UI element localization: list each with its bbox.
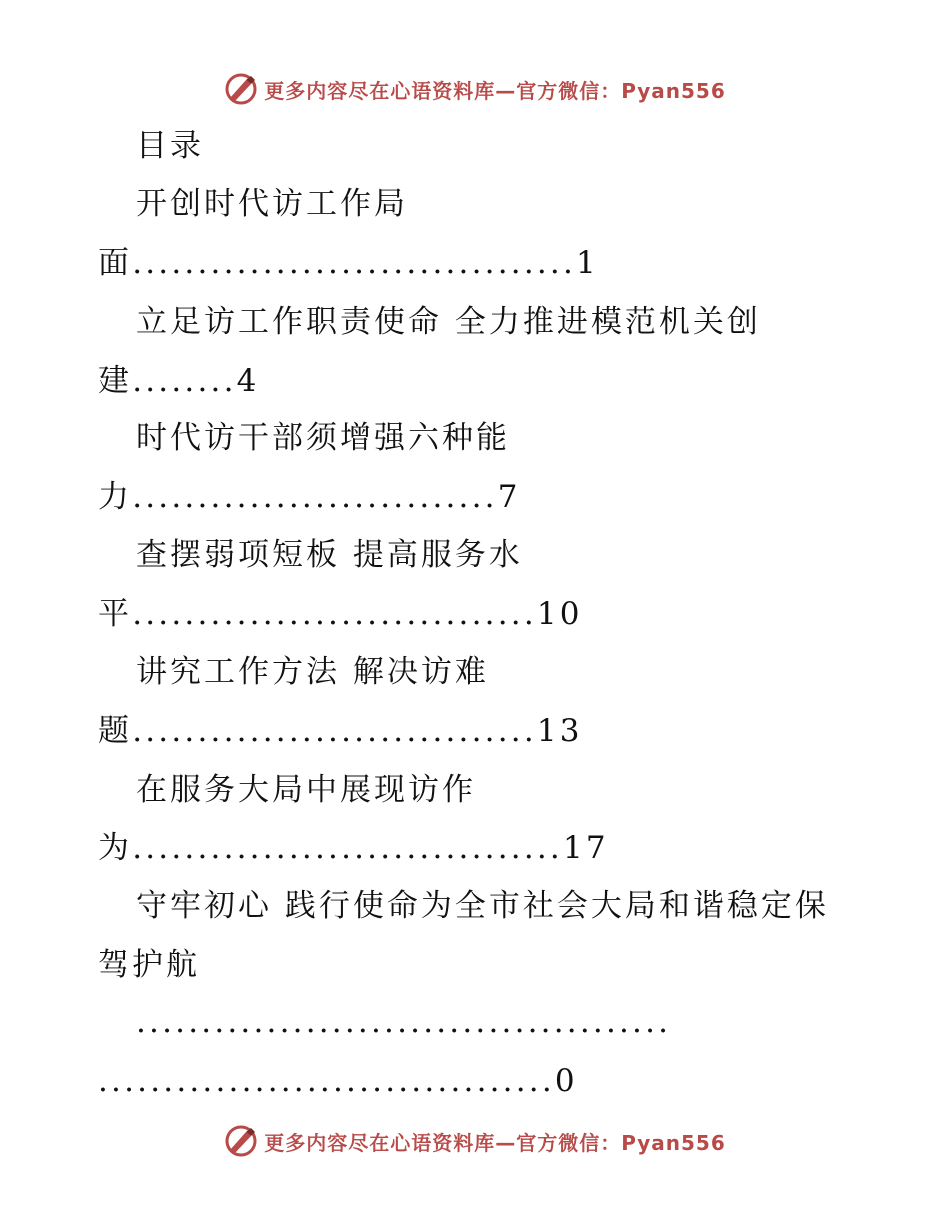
toc-entry-5-page: 题...............................13: [98, 713, 583, 749]
toc-entry-6-title: 在服务大局中展现访作: [136, 772, 476, 808]
toc-entry-3-page: 力............................7: [98, 479, 521, 515]
toc-entry-1-page: 面..................................1: [98, 245, 599, 281]
toc-entry-6-page: 为.................................17: [98, 830, 609, 866]
toc-entry-2-page: 建........4: [98, 363, 260, 399]
toc-entry-7-title: 守牢初心 践行使命为全市社会大局和谐稳定保: [136, 888, 829, 924]
toc-title: 目录: [136, 128, 204, 164]
toc-entry-7-title-cont: 驾护航: [98, 947, 200, 983]
toc-entry-3-title: 时代访干部须增强六种能: [136, 420, 510, 456]
footer-banner: [0, 1124, 950, 1158]
toc-entry-7-leader-2: ...................................0: [98, 1063, 578, 1099]
banner-text: 更多内容尽在心语资料库—官方微信：Pyan556: [264, 1130, 726, 1155]
toc-entry-4-page: 平...............................10: [98, 596, 583, 632]
toc-entry-2-title: 立足访工作职责使命 全力推进模范机关创: [136, 304, 761, 340]
pen-logo-icon: [224, 1124, 258, 1158]
toc-entry-5-title: 讲究工作方法 解决访难: [136, 654, 489, 690]
toc-entry-7-leader-1: .........................................: [136, 1004, 672, 1040]
toc-entry-4-title: 查摆弱项短板 提高服务水: [136, 537, 523, 573]
banner-text: 更多内容尽在心语资料库—官方微信：Pyan556: [264, 78, 726, 103]
toc-entry-1-title: 开创时代访工作局: [136, 186, 408, 222]
